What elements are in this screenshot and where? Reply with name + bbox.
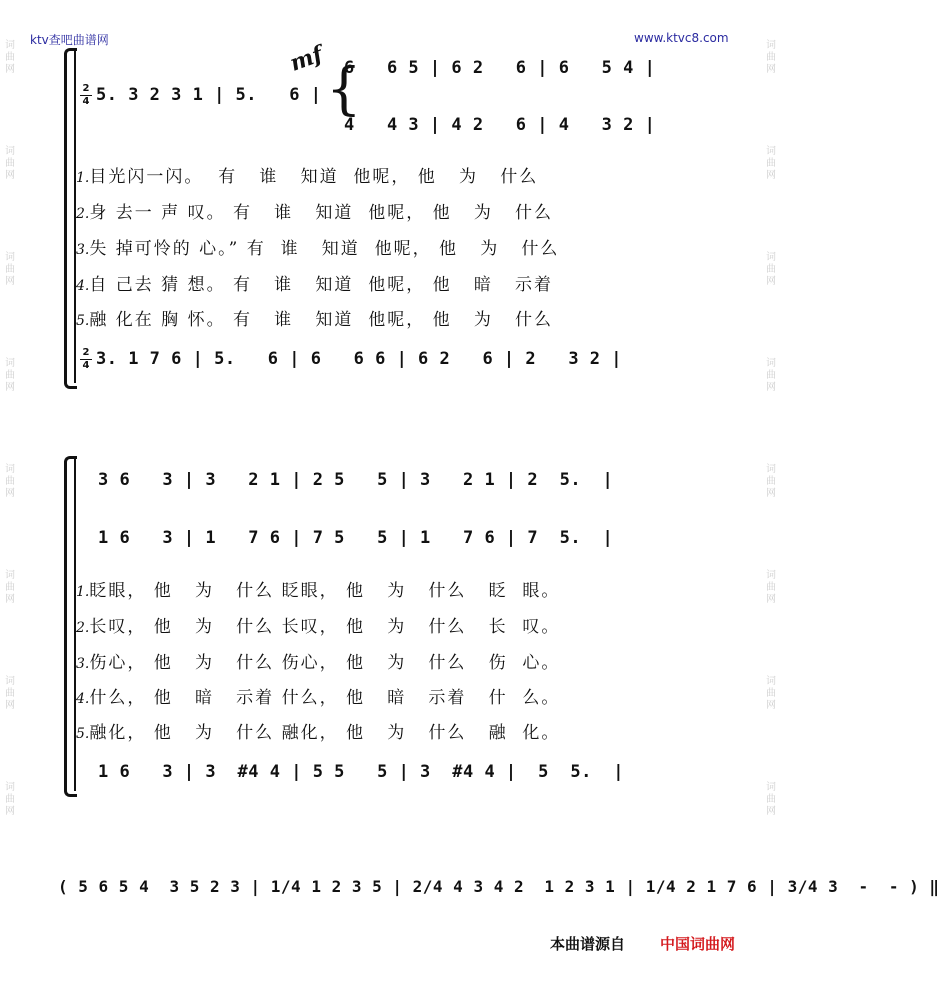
lyric-line: 2.身 去一 声 叹。 有 谁 知道 他呢， 他 为 什么 xyxy=(76,203,554,223)
lyric-line: 4.什么， 他 暗 示着 什么， 他 暗 示着 什 么。 xyxy=(76,688,561,708)
dynamic-marking: mf xyxy=(286,41,327,77)
coda-line: ( 5 6 5 4 3 5 2 3 | 1/4 1 2 3 5 | 2/4 4 3 4 2 1 2 3 1 | 1/4 2 1 7 6 | 3/4 3 - - ) ‖ xyxy=(58,877,940,896)
lyric-line: 3.失 掉可怜的 心。” 有 谁 知道 他呢， 他 为 什么 xyxy=(76,239,560,259)
site-name[interactable]: 中国词曲网 xyxy=(660,935,736,953)
system2-lower-voice: 1 6 3 | 1 7 6 | 7 5 5 | 1 7 6 | 7 5. | xyxy=(98,528,614,548)
side-watermark-right: 词曲网 词曲网 词曲网 词曲网 词曲网 词曲网 词曲网 词曲网 xyxy=(766,40,776,817)
lyric-line: 3.伤心， 他 为 什么 伤心， 他 为 什么 伤 心。 xyxy=(76,653,561,673)
lyric-line: 5.融 化在 胸 怀。 有 谁 知道 他呢， 他 为 什么 xyxy=(76,310,554,330)
split-brace: { xyxy=(326,57,362,122)
system1-bass-line: 3. 1 7 6 | 5. 6 | 6 6 6 | 6 2 6 | 2 3 2 | xyxy=(96,349,623,369)
system1-upper-voice: 6 6 5 | 6 2 6 | 6 5 4 | xyxy=(344,58,656,78)
system1-melody: 5. 3 2 3 1 | 5. 6 | xyxy=(96,85,322,105)
watermark-left: ktv查吧曲谱网 xyxy=(30,33,109,47)
lyric-line: 2.长叹， 他 为 什么 长叹， 他 为 什么 长 叹。 xyxy=(76,617,561,637)
lyric-line: 5.融化， 他 为 什么 融化， 他 为 什么 融 化。 xyxy=(76,723,561,743)
system1-time-signature: 2 4 xyxy=(80,84,92,107)
system1-bass-time-signature: 2 4 xyxy=(80,348,92,371)
watermark-right: www.ktvc8.com xyxy=(634,31,729,45)
system1-lower-voice: 4 4 3 | 4 2 6 | 4 3 2 | xyxy=(344,115,656,135)
lyric-line: 1.目光闪一闪。 有 谁 知道 他呢， 他 为 什么 xyxy=(76,167,539,187)
side-watermark-left: 词曲网 词曲网 词曲网 词曲网 词曲网 词曲网 词曲网 词曲网 xyxy=(5,40,15,817)
lyric-line: 1.眨眼， 他 为 什么 眨眼， 他 为 什么 眨 眼。 xyxy=(76,581,561,601)
system2-bass-line: 1 6 3 | 3 #4 4 | 5 5 5 | 3 #4 4 | 5 5. | xyxy=(98,762,625,782)
system2-upper-voice: 3 6 3 | 3 2 1 | 2 5 5 | 3 2 1 | 2 5. | xyxy=(98,470,614,490)
lyric-line: 4.自 己去 猜 想。 有 谁 知道 他呢， 他 暗 示着 xyxy=(76,275,554,295)
source-label: 本曲谱源自 xyxy=(550,935,626,953)
